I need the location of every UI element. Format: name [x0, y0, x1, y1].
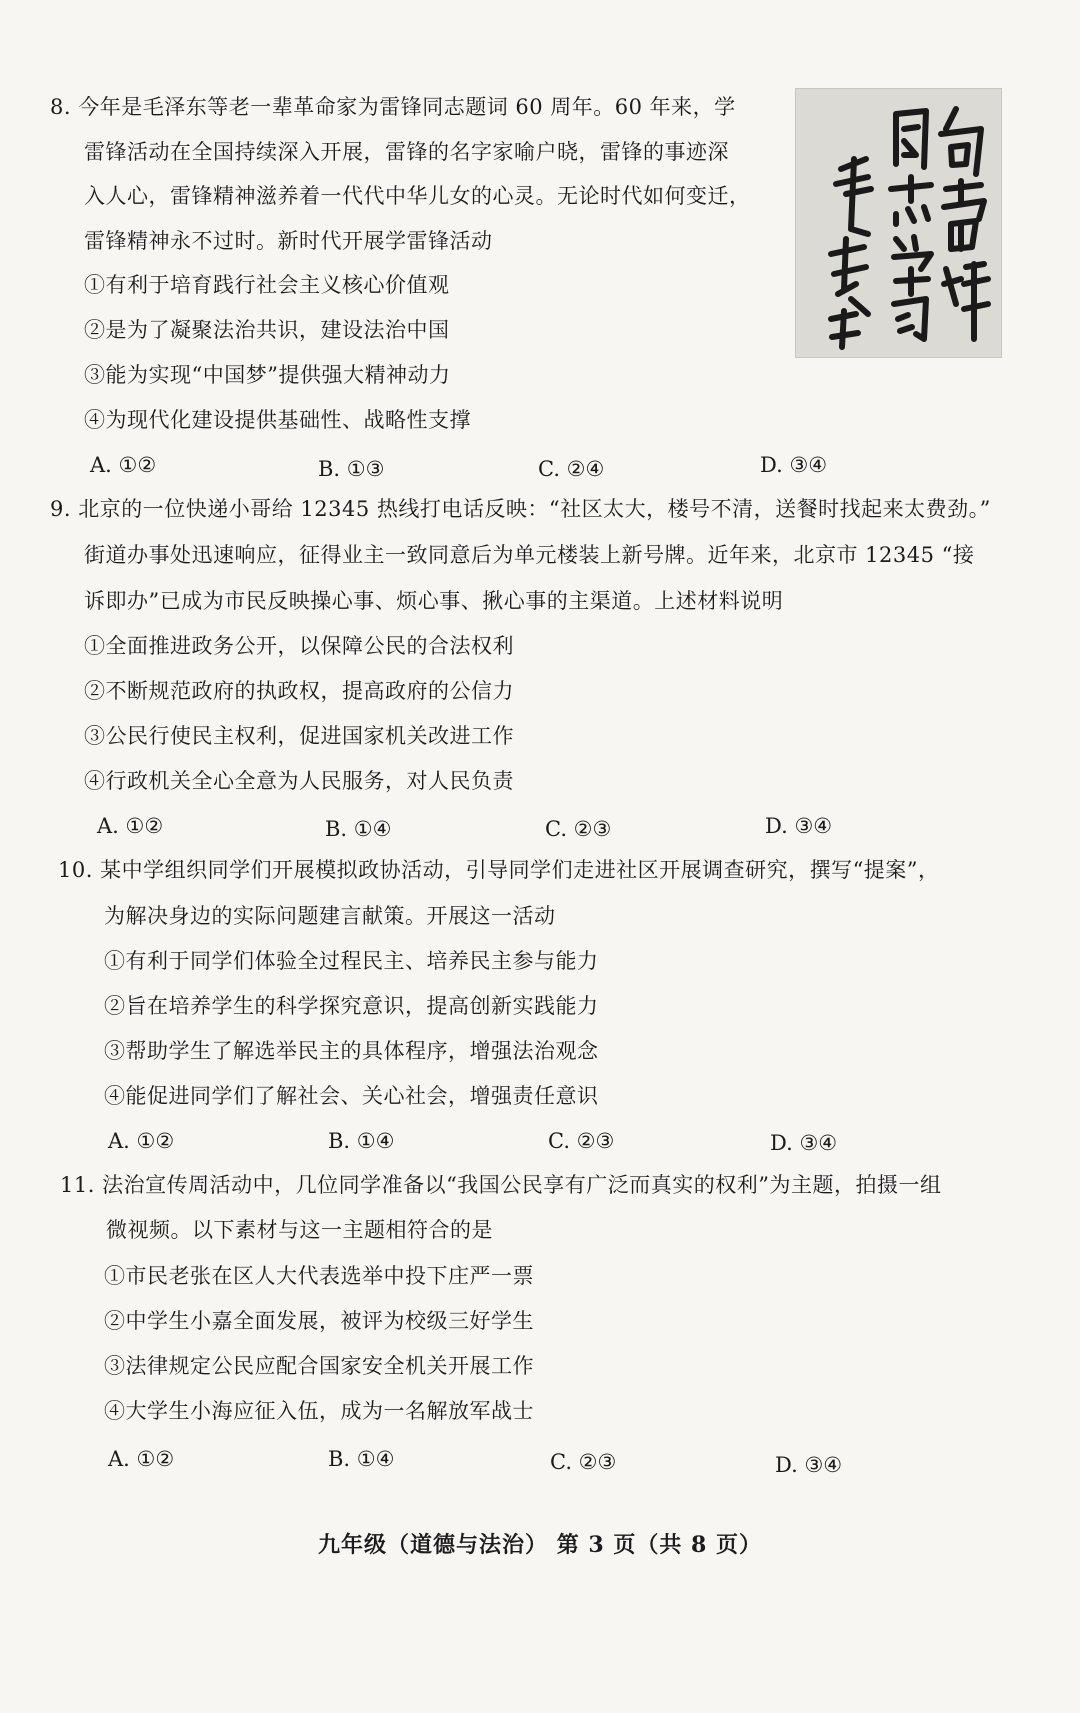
q8-option-2: ②是为了凝聚法治共识，建设法治中国 [84, 318, 450, 342]
q9-choice-c: C. ②③ [545, 817, 612, 841]
q8-choice-b: B. ①③ [318, 457, 385, 481]
q11-option-3: ③法律规定公民应配合国家安全机关开展工作 [104, 1354, 534, 1378]
q9-choice-d: D. ③④ [765, 814, 833, 838]
q8-option-3: ③能为实现“中国梦”提供强大精神动力 [84, 363, 451, 387]
q8-choice-a: A. ①② [90, 453, 157, 477]
q9-option-1: ①全面推进政务公开，以保障公民的合法权利 [84, 634, 514, 658]
q10-choice-d: D. ③④ [770, 1131, 838, 1155]
q10-option-2: ②旨在培养学生的科学探究意识，提高创新实践能力 [104, 994, 599, 1018]
q11-choice-b: B. ①④ [328, 1447, 395, 1471]
q8-option-4: ④为现代化建设提供基础性、战略性支撑 [84, 408, 471, 432]
q10-option-4: ④能促进同学们了解社会、关心社会，增强责任意识 [104, 1084, 599, 1108]
q10-choice-a: A. ①② [108, 1129, 175, 1153]
q10-option-3: ③帮助学生了解选举民主的具体程序，增强法治观念 [104, 1039, 599, 1063]
q9-option-3: ③公民行使民主权利，促进国家机关改进工作 [84, 724, 514, 748]
calligraphy-inscription-image [795, 88, 1002, 358]
q11-choice-d: D. ③④ [775, 1453, 843, 1477]
q8-choice-c: C. ②④ [538, 457, 605, 481]
q11-stem-line-1: 11. 法治宣传周活动中，几位同学准备以“我国公民享有广泛而真实的权利”为主题，拍摄一组 [60, 1173, 942, 1197]
q11-option-1: ①市民老张在区人大代表选举中投下庄严一票 [104, 1264, 534, 1288]
q10-stem-line-1: 10. 某中学组织同学们开展模拟政协活动，引导同学们走进社区开展调查研究，撰写“提案”， [58, 858, 940, 882]
q10-choice-b: B. ①④ [328, 1129, 395, 1153]
q9-choice-a: A. ①② [97, 814, 164, 838]
q8-stem-line-2: 雷锋活动在全国持续深入开展，雷锋的名字家喻户晓，雷锋的事迹深 [84, 140, 729, 164]
q11-option-4: ④大学生小海应征入伍，成为一名解放军战士 [104, 1399, 534, 1423]
q8-option-1: ①有利于培育践行社会主义核心价值观 [84, 273, 450, 297]
q9-choice-b: B. ①④ [325, 817, 392, 841]
q11-stem-line-2: 微视频。以下素材与这一主题相符合的是 [106, 1218, 493, 1242]
q9-option-4: ④行政机关全心全意为人民服务，对人民负责 [84, 769, 514, 793]
q8-stem-line-3: 入人心，雷锋精神滋养着一代代中华儿女的心灵。无论时代如何变迁， [84, 184, 751, 208]
q11-option-2: ②中学生小嘉全面发展，被评为校级三好学生 [104, 1309, 534, 1333]
q8-stem-line-1: 8. 今年是毛泽东等老一辈革命家为雷锋同志题词 60 周年。60 年来，学 [50, 95, 736, 119]
q11-choice-c: C. ②③ [550, 1450, 617, 1474]
q8-stem-line-4: 雷锋精神永不过时。新时代开展学雷锋活动 [84, 229, 493, 253]
q9-option-2: ②不断规范政府的执政权，提高政府的公信力 [84, 679, 514, 703]
q9-stem-line-2: 街道办事处迅速响应，征得业主一致同意后为单元楼装上新号牌。近年来，北京市 12345 “接 [84, 543, 975, 567]
q10-stem-line-2: 为解决身边的实际问题建言献策。开展这一活动 [104, 904, 556, 928]
q9-stem-line-1: 9. 北京的一位快递小哥给 12345 热线打电话反映：“社区太大，楼号不清，送餐时找起来太费劲。” [50, 497, 991, 521]
q10-option-1: ①有利于同学们体验全过程民主、培养民主参与能力 [104, 949, 599, 973]
q9-stem-line-3: 诉即办”已成为市民反映操心事、烦心事、揪心事的主渠道。上述材料说明 [84, 589, 784, 613]
page-footer: 九年级（道德与法治） 第 3 页（共 8 页） [318, 1532, 762, 1558]
q8-choice-d: D. ③④ [760, 453, 828, 477]
q10-choice-c: C. ②③ [548, 1129, 615, 1153]
q11-choice-a: A. ①② [108, 1447, 175, 1471]
